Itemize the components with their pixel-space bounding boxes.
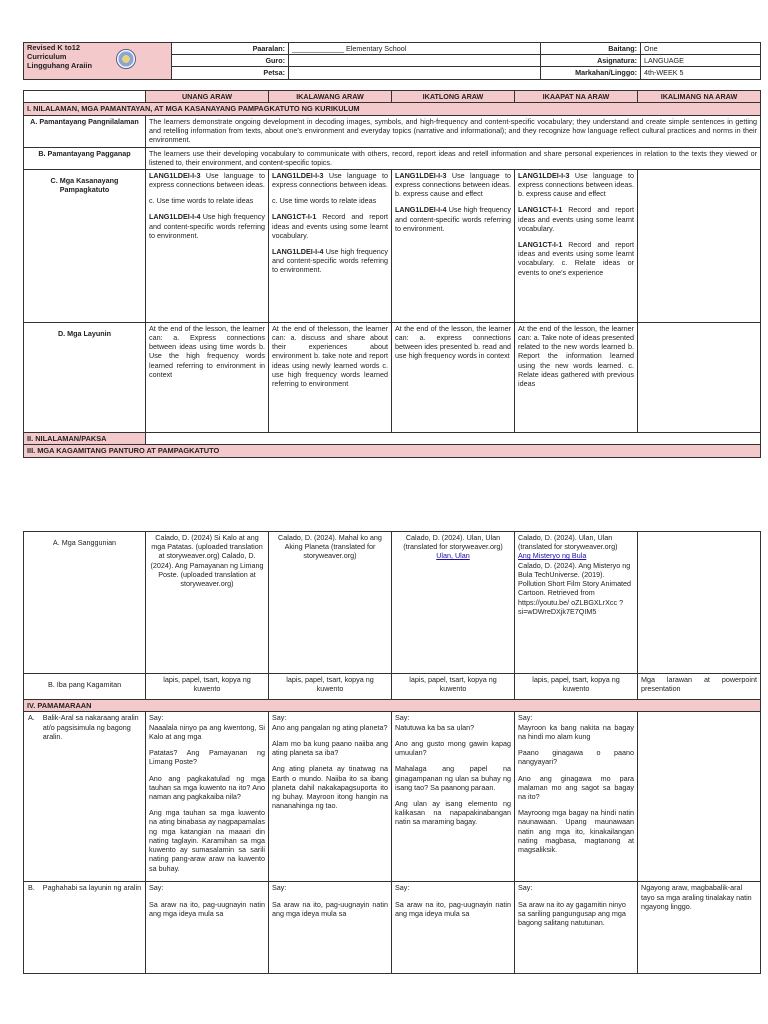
competencies-label: C. Mga Kasanayang Pampagkatuto bbox=[24, 169, 146, 322]
deped-seal-icon bbox=[116, 49, 136, 69]
competency-code: LANG1CT-I-1 bbox=[518, 205, 563, 215]
day-header-blank bbox=[24, 91, 146, 103]
references-day-1: Calado, D. (2024) Si Kalo at ang mga Patatas. (uploaded translation at storyweaver.org) Calado, D. (2024). Ang Pamayanan ng Limang Poste. (uploaded translation at storyweaver.org) bbox=[146, 532, 269, 674]
school-value: _____________ Elementary School bbox=[289, 43, 541, 55]
day-header-3: IKATLONG ARAW bbox=[392, 91, 515, 103]
say-label: Say: bbox=[518, 713, 533, 723]
review-letter: A. bbox=[28, 713, 35, 723]
purpose-text: Sa araw na ito, pag-uugnayin natin ang mga ideya mula sa bbox=[149, 899, 265, 918]
subject-value: LANGUAGE bbox=[641, 55, 761, 67]
say-label: Say: bbox=[395, 713, 410, 723]
review-text: Mayroong mga bagay na hindi natin naunawaan. Upang maunawaan natin ang mga ito, kinakailangan nating magbasa, magtanong at magsaliksik. bbox=[518, 808, 634, 855]
quarter-week-label: Markahan/Linggo: bbox=[541, 67, 641, 79]
competency-text: Use high frequency and content-specific words referring to environment. bbox=[395, 205, 511, 233]
review-text: Natutuwa ka ba sa ulan? bbox=[395, 722, 475, 732]
review-text: Ang mga tauhan sa mga kuwento na ating binabasa ay nagpapamalas ng mga katangian na maaari din nating taglayin. Karamihan sa mga kuwento ay sumasalamin sa sarili nating pang-araw araw na kuwento sa buhay. bbox=[149, 808, 265, 873]
purpose-day-2 bbox=[269, 882, 392, 974]
references-day-5 bbox=[638, 532, 761, 674]
topic-value bbox=[146, 432, 761, 444]
materials-day-4: lapis, papel, tsart, kopya ng kuwento bbox=[515, 674, 638, 700]
purpose-text: Ngayong araw, magbabalik-aral tayo sa mga araling tinalakay natin ngayong linggo. bbox=[641, 883, 752, 911]
review-text: Ano ang pangalan ng ating planeta? bbox=[272, 722, 388, 732]
purpose-letter: B. bbox=[28, 883, 35, 893]
review-text: Ano ang gusto mong gawin kapag umuulan? bbox=[395, 738, 511, 758]
competency-code: LANG1LDEI-I-4 bbox=[395, 205, 447, 215]
section-heading-4: IV. PAMAMARAAN bbox=[24, 700, 761, 712]
doc-title-line-2: Curriculum bbox=[27, 51, 67, 61]
subject-label: Asignatura: bbox=[541, 55, 641, 67]
competency-text: Record and report ideas and events using some learnt vocabulary. bbox=[518, 205, 634, 233]
competency-text: Use language to express connections between ideas. b. express cause and effect bbox=[395, 170, 511, 199]
competency-code: LANG1LDEI-I-4 bbox=[149, 212, 201, 222]
say-label: Say: bbox=[395, 883, 410, 893]
review-text: Naaalala ninyo pa ang kwentong, Si Kalo at ang mga bbox=[149, 722, 265, 741]
competencies-day-2 bbox=[269, 169, 392, 322]
document-title-block bbox=[24, 43, 172, 80]
reference-link[interactable]: Ang Misteryo ng Bula bbox=[518, 551, 587, 561]
review-day-1 bbox=[146, 712, 269, 882]
performance-standard-label: B. Pamantayang Pagganap bbox=[24, 147, 146, 169]
day-header-4: IKAAPAT NA ARAW bbox=[515, 91, 638, 103]
review-text: Mahalaga ang papel na ginagampanan ng ulan sa buhay ng isang tao? Sa paanong paraan. bbox=[395, 764, 511, 792]
competencies-day-3 bbox=[392, 169, 515, 322]
competency-code: LANG1LDEI-I-3 bbox=[149, 170, 201, 180]
competency-text: Use language to express connections between ideas. bbox=[272, 170, 388, 189]
competency-code: LANG1LDEI-I-3 bbox=[395, 170, 447, 180]
grade-label: Baitang: bbox=[541, 43, 641, 55]
section-heading-3: III. MGA KAGAMITANG PANTURO AT PAMPAGKATUTO bbox=[24, 445, 761, 457]
competency-text: Use language to express connections between ideas. b. express cause and effect bbox=[518, 170, 634, 199]
lesson-plan-table-continued bbox=[23, 531, 761, 974]
competency-text: c. Use time words to relate ideas bbox=[149, 196, 254, 206]
materials-day-3: lapis, papel, tsart, kopya ng kuwento bbox=[392, 674, 515, 700]
purpose-label bbox=[24, 882, 146, 974]
content-standard-label: A. Pamantayang Pangnilalaman bbox=[24, 115, 146, 147]
review-day-4 bbox=[515, 712, 638, 882]
review-label-text: Balik-Aral sa nakaraang aralin at/o pagsisimula ng bagong aralin. bbox=[42, 713, 139, 741]
quarter-week-value: 4th-WEEK 5 bbox=[641, 67, 761, 79]
reference-text: Calado, D. (2024). Ulan, Ulan (translated for storyweaver.org) bbox=[518, 533, 618, 552]
grade-value: One bbox=[641, 43, 761, 55]
teacher-label: Guro: bbox=[172, 55, 289, 67]
say-label: Say: bbox=[272, 713, 287, 723]
materials-day-2: lapis, papel, tsart, kopya ng kuwento bbox=[269, 674, 392, 700]
day-header-1: UNANG ARAW bbox=[146, 91, 269, 103]
lesson-plan-table bbox=[23, 90, 761, 458]
competency-code: LANG1LDEI-I-3 bbox=[518, 170, 570, 180]
review-text: Ang ulan ay isang elemento ng kalikasan na napapakinabangan natin sa maraming bagay. bbox=[395, 799, 511, 827]
competency-text: Use high frequency and content-specific words referring to environment. bbox=[149, 212, 265, 240]
competency-text: Record and report ideas and events using some learnt vocabulary. bbox=[272, 212, 388, 240]
doc-title-line-1: Revised K to12 bbox=[27, 43, 80, 52]
purpose-day-4 bbox=[515, 882, 638, 974]
review-text: Paano ginagawa o paano nangyayari? bbox=[518, 748, 634, 767]
section-heading-2: II. NILALAMAN/PAKSA bbox=[24, 432, 146, 444]
purpose-text: Sa araw na ito, pag-uugnayin natin ang mga ideya mula sa bbox=[272, 899, 388, 918]
competency-text: Use high frequency and content-specific words referring to environment. bbox=[272, 247, 388, 275]
objectives-day-2: At the end of thelesson, the learner can: a. discuss and share about their experiences about environment b. take note and report ideas using newly learned words c. use high frequency words learned referring to environment bbox=[269, 322, 392, 432]
competencies-day-5 bbox=[638, 169, 761, 322]
references-day-3 bbox=[392, 532, 515, 674]
competency-code: LANG1CT-I-1 bbox=[518, 240, 563, 249]
purpose-day-1 bbox=[146, 882, 269, 974]
competency-code: LANG1LDEI-I-3 bbox=[272, 170, 324, 180]
day-header-5: IKALIMANG NA ARAW bbox=[638, 91, 761, 103]
review-text: Ano ang ginagawa mo para malaman mo ang sagot sa bagay na ito? bbox=[518, 773, 634, 801]
references-label: A. Mga Sanggunian bbox=[24, 532, 146, 674]
date-label: Petsa: bbox=[172, 67, 289, 79]
say-label: Say: bbox=[272, 883, 287, 893]
day-header-2: IKALAWANG ARAW bbox=[269, 91, 392, 103]
reference-text: Calado, D. (2024). Ulan, Ulan (translated for storyweaver.org) bbox=[403, 533, 503, 552]
review-day-2 bbox=[269, 712, 392, 882]
purpose-day-5 bbox=[638, 882, 761, 974]
header-table bbox=[23, 42, 761, 80]
teacher-value bbox=[289, 55, 541, 67]
competency-text: c. Use time words to relate ideas bbox=[272, 196, 377, 206]
materials-day-1: lapis, papel, tsart, kopya ng kuwento bbox=[146, 674, 269, 700]
reference-link[interactable]: Ulan, Ulan bbox=[436, 551, 470, 561]
materials-label: B. Iba pang Kagamitan bbox=[24, 674, 146, 700]
purpose-day-3 bbox=[392, 882, 515, 974]
objectives-day-4: At the end of the lesson, the learner can: a. Take note of ideas presented related to the new words learned b. Report the information learned using the new words learned. c. Relate ideas gathered with previous ideas bbox=[515, 322, 638, 432]
say-label: Say: bbox=[149, 883, 164, 893]
performance-standard-text: The learners use their developing vocabulary to communicate with others, record, report ideas and retell information and share personal experiences in relation to the texts they viewed or listened to, their environment, and content-specific topics. bbox=[146, 147, 761, 169]
objectives-day-1: At the end of the lesson, the learner can: a. Express connections between ideas using time words b. Use the high frequency words learned referring to environment in context bbox=[146, 322, 269, 432]
review-text: Alam mo ba kung paano naiiba ang ating planeta sa iba? bbox=[272, 738, 388, 758]
objectives-day-3: At the end of the lesson, the learner can: a. express connections between ides presented b. read and use high frequency words in context bbox=[392, 322, 515, 432]
review-text: Ano ang pagkakatulad ng mga tauhan sa mga kuwento na ito? Ano naman ang pagkakaiba nila? bbox=[149, 773, 265, 801]
content-standard-text: The learners demonstrate ongoing development in decoding images, symbols, and high-frequency and content-specific vocabulary; they understand and create simple sentences in getting and retelling information from texts, about one's environment and everyday topics (narrative and informational); and they recognize how language reflect cultural practices and norms in their environment. bbox=[146, 115, 761, 147]
purpose-label-text: Paghahabi sa layunin ng aralin bbox=[42, 883, 142, 893]
competency-code: LANG1CT-I-1 bbox=[272, 212, 317, 222]
competency-text: Record and report ideas and events using some learnt vocabulary. c. Relate ideas or events to one's experience bbox=[518, 240, 634, 277]
review-day-3 bbox=[392, 712, 515, 882]
school-label: Paaralan: bbox=[172, 43, 289, 55]
competencies-day-4 bbox=[515, 169, 638, 322]
review-label bbox=[24, 712, 146, 882]
reference-text: Calado, D. (2024). Ang Misteryo ng Bula TechUniverse. (2019). Pollution Short Film Story Animated Cartoon. Retrieved from https://youtu.be/ oZLBGXLrXcc ? si=wDWreDXjk7E7QIM5 bbox=[518, 560, 632, 616]
review-text: Ang ating planeta ay tinatwag na Earth o mundo. Naiiba ito sa ibang planeta dahil nakakapagsuporta ito ng buhay. Mayroon itong hangin na nananahinga ng tao. bbox=[272, 764, 388, 811]
section-heading-1: I. NILALAMAN, MGA PAMANTAYAN, AT MGA KASANAYANG PAMPAGKATUTO NG KURIKULUM bbox=[24, 103, 761, 115]
references-day-2: Calado, D. (2024). Mahal ko ang Aking Planeta (translated for storyweaver.org) bbox=[269, 532, 392, 674]
competency-code: LANG1LDEI-I-4 bbox=[272, 247, 324, 256]
competencies-day-1 bbox=[146, 169, 269, 322]
review-day-5 bbox=[638, 712, 761, 882]
purpose-text: Sa araw na ito, pag-uugnayin natin ang mga ideya mula sa bbox=[395, 899, 511, 918]
objectives-day-5 bbox=[638, 322, 761, 432]
review-text: Patatas? Ang Pamayanan ng Limang Poste? bbox=[149, 748, 265, 767]
review-text: Mayroon ka bang nakita na bagay na hindi mo alam kung bbox=[518, 722, 634, 741]
references-day-4 bbox=[515, 532, 638, 674]
materials-day-5: Mga larawan at powerpoint presentation bbox=[638, 674, 761, 700]
say-label: Say: bbox=[149, 713, 164, 723]
say-label: Say: bbox=[518, 883, 533, 893]
doc-title-line-3: Lingguhang Araiin bbox=[27, 60, 93, 70]
competency-text: Use language to express connections between ideas. bbox=[149, 170, 265, 189]
date-value bbox=[289, 67, 541, 79]
purpose-text: Sa araw na ito ay gagamitin ninyo sa sariling pangungusap ang mga bagong salitang natutunan. bbox=[518, 899, 626, 928]
objectives-label: D. Mga Layunin bbox=[24, 322, 146, 432]
